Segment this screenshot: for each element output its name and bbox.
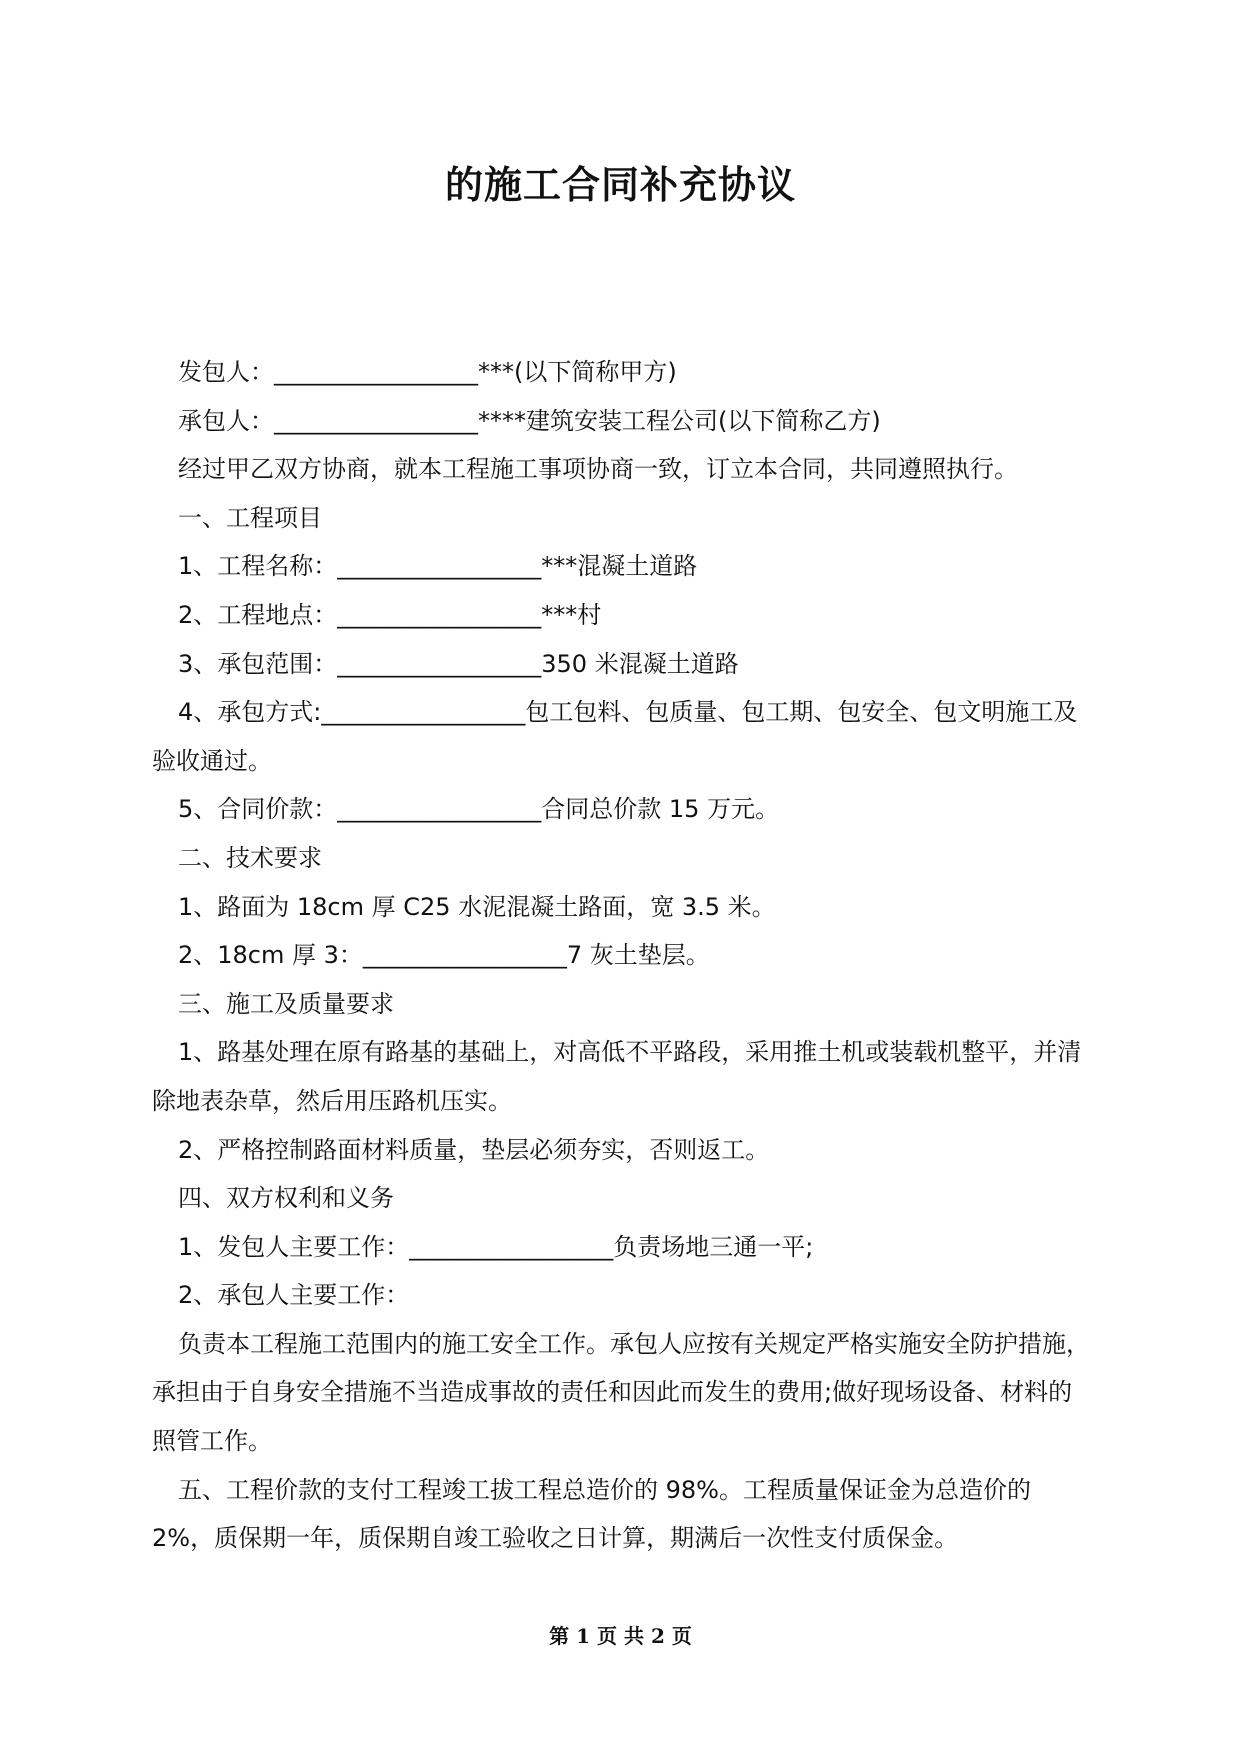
paragraph-contract-scope: 3、承包范围：_________________350 米混凝土道路 xyxy=(178,649,739,678)
document-body xyxy=(152,348,1092,1563)
paragraph-contract-mode: 4、承包方式:_________________包工包料、包质量、包工期、包安全、包文明施工及验收通过。 xyxy=(152,698,1078,775)
page-number: 第 1 页 共 2 页 xyxy=(549,1624,692,1648)
section-heading-project: 一、工程项目 xyxy=(178,503,322,532)
paragraph-cushion-layer: 2、18cm 厚 3：_________________7 灰土垫层。 xyxy=(178,941,710,970)
paragraph-contractor-duties: 2、承包人主要工作： xyxy=(178,1281,410,1310)
paragraph-material-quality: 2、严格控制路面材料质量，垫层必须夯实，否则返工。 xyxy=(178,1135,770,1164)
paragraph-employer-duties: 1、发包人主要工作：_________________负责场地三通一平; xyxy=(178,1232,814,1261)
paragraph-contractor: 承包人：_________________****建筑安装工程公司(以下简称乙方) xyxy=(178,406,881,435)
paragraph-preamble: 经过甲乙双方协商，就本工程施工事项协商一致，订立本合同，共同遵照执行。 xyxy=(178,455,1018,484)
document-title: 的施工合同补充协议 xyxy=(444,163,796,207)
paragraph-roadbed: 1、路基处理在原有路基的基础上，对高低不平路段，采用推土机或装载机整平，并清除地表杂草，然后用压路机压实。 xyxy=(152,1038,1082,1115)
paragraph-project-name: 1、工程名称：_________________***混凝土道路 xyxy=(178,552,698,581)
paragraph-project-location: 2、工程地点：_________________***村 xyxy=(178,600,602,629)
paragraph-pavement: 1、路面为 18cm 厚 C25 水泥混凝土路面，宽 3.5 米。 xyxy=(178,892,776,921)
section-heading-technical: 二、技术要求 xyxy=(178,843,322,872)
paragraph-contract-price: 5、合同价款：_________________合同总价款 15 万元。 xyxy=(178,795,780,824)
section-heading-quality: 三、施工及质量要求 xyxy=(178,989,394,1018)
paragraph-employer: 发包人：_________________***(以下简称甲方) xyxy=(178,358,677,386)
paragraph-payment: 五、工程价款的支付工程竣工拔工程总造价的 98%。工程质量保证金为总造价的 2%，质保期一年，质保期自竣工验收之日计算，期满后一次性支付质保金。 xyxy=(152,1475,1031,1553)
section-heading-rights: 四、双方权利和义务 xyxy=(178,1184,394,1213)
paragraph-safety: 负责本工程施工范围内的施工安全工作。承包人应按有关规定严格实施安全防护措施，承担由于自身安全措施不当造成事故的责任和因此而发生的费用;做好现场设备、材料的照管工作。 xyxy=(152,1329,1090,1456)
